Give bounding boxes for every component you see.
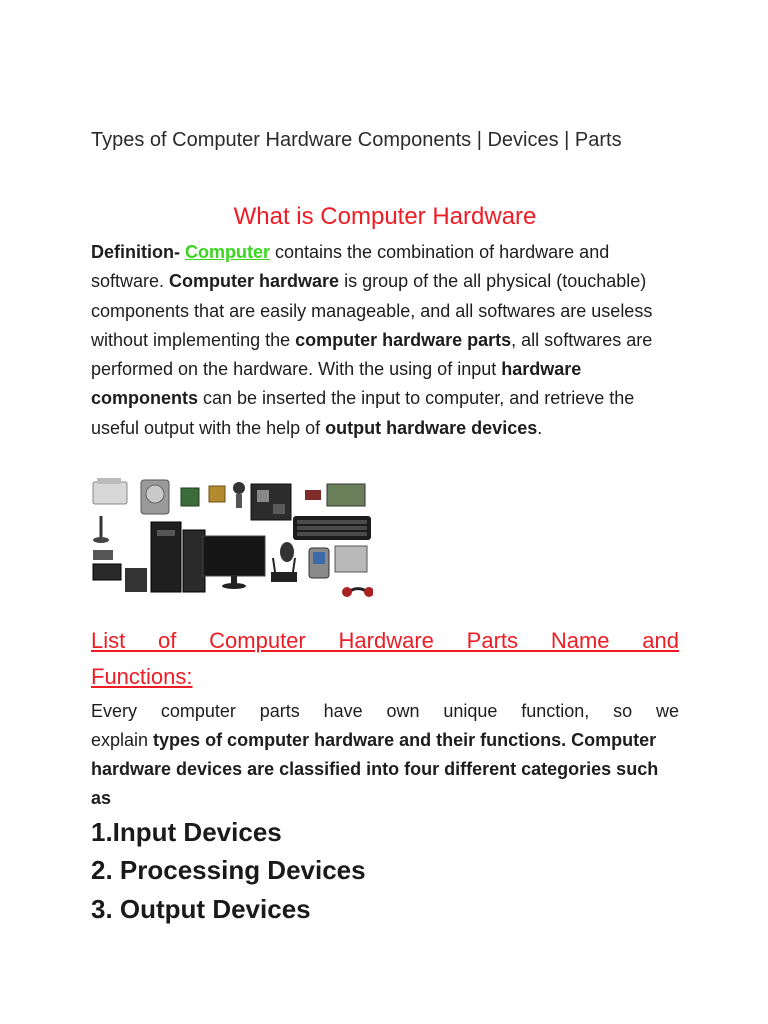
definition-paragraph [91,238,679,443]
list-heading-line-2: Functions: [91,664,193,689]
section-heading: What is Computer Hardware [233,203,537,230]
text-run: explain [91,730,154,750]
definition-label: Definition- [91,242,180,262]
intro-paragraph [91,697,679,813]
hardware-collage-image [91,476,373,600]
bold-term: output hardware devices [325,417,538,438]
category-output-devices: 3. Output Devices [91,894,311,924]
computer-link[interactable]: Computer [185,242,270,262]
document-title: Types of Computer Hardware Components | Devices | Parts [91,129,622,151]
bold-term: computer hardware parts [295,329,512,350]
category-processing-devices: 2. Processing Devices [91,855,366,885]
category-input-devices: 1.Input Devices [91,817,282,847]
intro-line-1: Every computer parts have own unique function, so we [91,701,679,721]
bold-term: types of computer hardware and their functions. [153,730,567,750]
text-run: contains the combination of hardware and software. [91,242,610,292]
list-heading-line-1: List of Computer Hardware Parts Name and [91,628,679,653]
bold-term: hardware components [91,359,582,409]
bold-term: Computer hardware [169,271,340,292]
text-run: is group of the all physical (touchable) components that are easily manageable, and all softwares are useless without implementing the [91,271,653,350]
text-run: . [537,417,543,438]
list-heading [91,623,679,695]
text-run: can be inserted the input to computer, and retrieve the useful output with the help of [91,388,635,438]
bold-sentence: Computer hardware devices are classified into four different categories such as [91,730,659,808]
text-run: , all softwares are performed on the hardware. With the using of input [91,329,653,380]
